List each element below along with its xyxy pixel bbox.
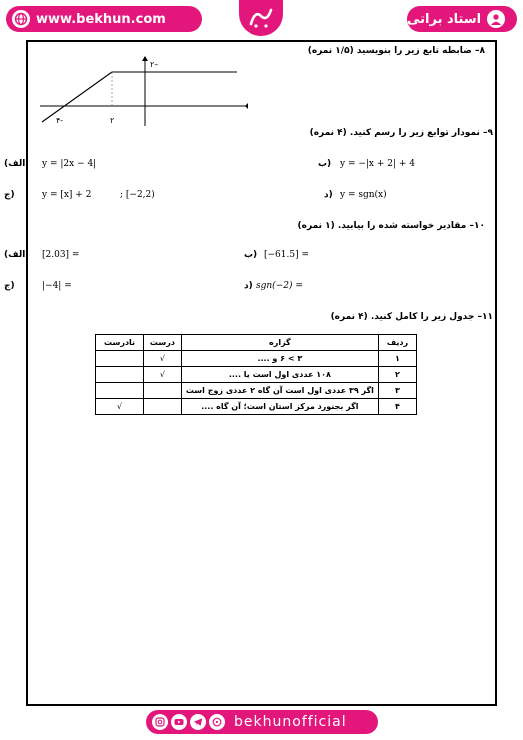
- table-row: [96, 367, 417, 383]
- q10-b-label: ب): [244, 250, 258, 260]
- row-false-cell: [96, 351, 144, 367]
- graph-label-y: ۲–: [150, 60, 159, 69]
- brand-logo: [239, 0, 283, 36]
- row-statement: اگر بجنورد مرکز استان است؛ آن گاه ....: [181, 399, 378, 415]
- social-handle[interactable]: bekhunofficial: [234, 714, 347, 730]
- q10-c-label: ج): [4, 281, 15, 291]
- row-statement: ۳ > ۶ و ....: [181, 351, 378, 367]
- row-false-cell: √: [96, 399, 144, 415]
- page-header: [0, 0, 523, 38]
- q9-b-expr: y = −|x + 2| + 4: [340, 159, 416, 169]
- row-true-cell: √: [144, 351, 182, 367]
- q9-a-label: (الف: [4, 159, 26, 169]
- y-axis-arrow: [142, 56, 148, 61]
- table-row: [96, 383, 417, 399]
- q9-c-expr: y = [x] + 2: [42, 190, 92, 200]
- aparat-icon[interactable]: [209, 714, 225, 730]
- q8-title: ۸– ضابطه تابع زیر را بنویسید (۱/۵ نمره): [307, 46, 485, 56]
- row-number: ۴: [378, 399, 416, 415]
- graph-label-x-neg: ۴-: [56, 116, 64, 125]
- row-statement: ۱۰۸ عددی اول است یا ....: [181, 367, 378, 383]
- telegram-icon[interactable]: [190, 714, 206, 730]
- header-statement: گزاره: [181, 335, 378, 351]
- q9-c-label: ج): [4, 190, 15, 200]
- teacher-badge: [407, 6, 517, 32]
- q8-graph: [40, 52, 250, 130]
- q10-b-expr: [−61.5] =: [264, 250, 310, 260]
- q9-a-expr: y = |2x − 4|: [42, 159, 97, 169]
- q10-a-expr: [2.03] =: [42, 250, 80, 260]
- social-footer: [146, 710, 378, 734]
- graph-slope-segment: [42, 72, 112, 122]
- table-row: [96, 351, 417, 367]
- social-icons: [152, 714, 228, 730]
- row-true-cell: [144, 383, 182, 399]
- x-axis-arrow: [245, 103, 248, 109]
- q10-a-label: (الف: [4, 250, 26, 260]
- q10-d-label: د): [244, 281, 253, 291]
- header-true: درست: [144, 335, 182, 351]
- instagram-icon[interactable]: [152, 714, 168, 730]
- q11-table: [95, 334, 417, 415]
- row-true-cell: √: [144, 367, 182, 383]
- table-header-row: [96, 335, 417, 351]
- q11-title: ۱۱– جدول زیر را کامل کنید. (۴ نمره): [330, 312, 493, 322]
- website-badge[interactable]: [6, 6, 202, 32]
- youtube-icon[interactable]: [171, 714, 187, 730]
- q10-d-expr: sgn(−2) =: [256, 281, 303, 291]
- q10-title: ۱۰– مقادیر خواسته شده را بیابید. (۱ نمره): [297, 221, 485, 231]
- row-number: ۲: [378, 367, 416, 383]
- globe-icon: [12, 10, 30, 28]
- q9-c-domain: ; [−2,2): [120, 190, 155, 200]
- website-url: www.bekhun.com: [36, 11, 166, 27]
- row-false-cell: [96, 367, 144, 383]
- row-number: ۱: [378, 351, 416, 367]
- q9-b-label: ب): [318, 159, 332, 169]
- row-true-cell: [144, 399, 182, 415]
- q9-d-label: د): [324, 190, 333, 200]
- user-icon: [487, 10, 505, 28]
- graph-label-x-pos: ۲: [110, 116, 115, 125]
- teacher-name: استاد براتی: [407, 11, 482, 27]
- q9-d-expr: y = sgn(x): [340, 190, 387, 200]
- header-false: نادرست: [96, 335, 144, 351]
- row-false-cell: [96, 383, 144, 399]
- row-number: ۳: [378, 383, 416, 399]
- q10-c-expr: |−4| =: [42, 281, 72, 291]
- header-row-number: ردیف: [378, 335, 416, 351]
- q9-title: ۹– نمودار توابع زیر را رسم کنید. (۴ نمره): [309, 128, 493, 138]
- table-row: [96, 399, 417, 415]
- row-statement: اگر ۳۹ عددی اول است آن گاه ۲ عددی زوج است: [181, 383, 378, 399]
